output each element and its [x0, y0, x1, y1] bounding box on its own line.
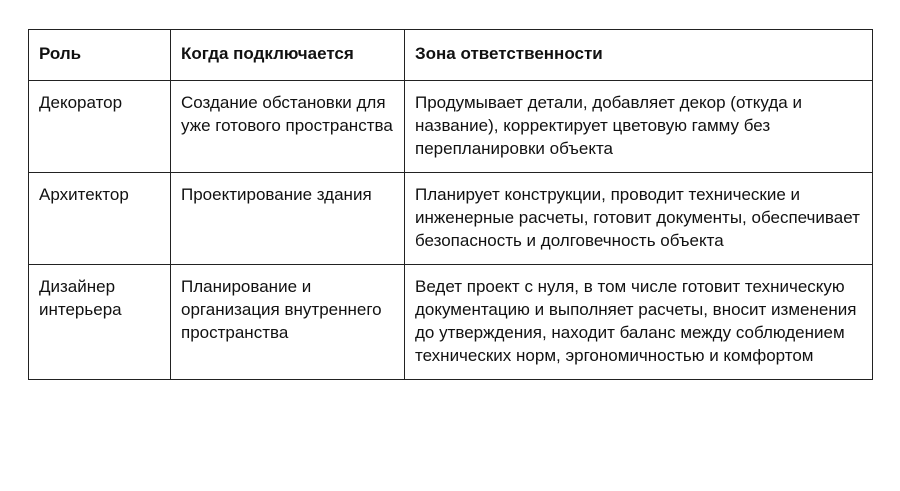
cell-when: [171, 173, 405, 265]
header-role: Роль: [29, 30, 171, 81]
table-header: [29, 30, 873, 81]
cell-role-text: Декоратор: [39, 93, 123, 112]
header-responsibility: Зона ответственности: [405, 30, 873, 81]
cell-when: [171, 81, 405, 173]
table-row: [29, 265, 873, 380]
cell-responsibility-text: Продумывает детали, добавляет декор (откуда и название), корректирует цветовую гамму без перепланировки объекта: [415, 93, 802, 158]
roles-comparison-table: [28, 29, 873, 380]
cell-responsibility: [405, 81, 873, 173]
header-when: Когда подключается: [171, 30, 405, 81]
cell-when-text: Планирование и организация внутреннего пространства: [181, 277, 382, 342]
cell-role: [29, 265, 171, 380]
cell-role: [29, 81, 171, 173]
cell-responsibility: [405, 173, 873, 265]
table-row: [29, 81, 873, 173]
cell-responsibility: [405, 265, 873, 380]
cell-when: [171, 265, 405, 380]
cell-when-text: Проектирование здания: [181, 185, 372, 204]
table-body: [29, 81, 873, 380]
cell-responsibility-text: Планирует конструкции, проводит технические и инженерные расчеты, готовит документы, обеспечивает безопасность и долговечность объекта: [415, 185, 860, 250]
cell-role-text: Дизайнер интерьера: [39, 277, 122, 319]
header-row: [29, 30, 873, 81]
comparison-table-container: [28, 29, 872, 380]
table-row: [29, 173, 873, 265]
cell-responsibility-text: Ведет проект с нуля, в том числе готовит техническую документацию и выполняет расчеты, вносит изменения до утверждения, находит баланс между соблюдением технических норм, эргономичностью и комфортом: [415, 277, 857, 365]
cell-role-text: Архитектор: [39, 185, 129, 204]
cell-when-text: Создание обстановки для уже готового пространства: [181, 93, 393, 135]
cell-role: [29, 173, 171, 265]
